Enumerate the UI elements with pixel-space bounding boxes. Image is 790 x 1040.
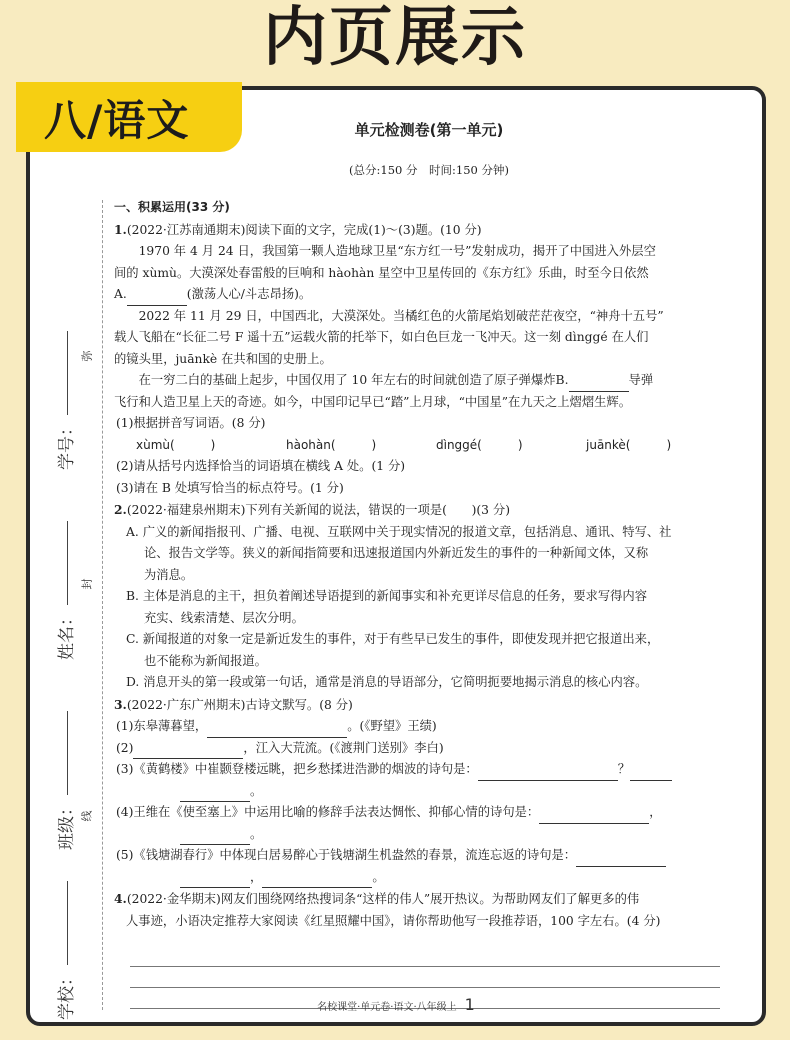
poem-line: (4)王维在《使至塞上》中运用比喻的修辞手法表达惆怅、抑郁心情的诗句是： ，: [114, 802, 744, 824]
footer-text: 名校课堂·单元卷·语文·八年级上: [317, 1002, 457, 1013]
subject-tag-label: 八/语文: [44, 96, 190, 145]
option-c: 也不能称为新闻报道。: [144, 653, 267, 668]
pinyin-item[interactable]: hàohàn( ): [286, 437, 377, 452]
passage-line: 2022 年 11 月 29 日，中国西北，大漠深处。当橘红色的火箭尾焰划破茫茫夜空，“神舟十五号”: [138, 308, 664, 323]
blank-b[interactable]: [569, 377, 629, 392]
passage-line: 载人飞船在“长征二号 F 遥十五”运载火箭的托举下，如白色巨龙一飞冲天。这一刻 dìnggé 在人们: [114, 330, 649, 344]
answer-blank[interactable]: [576, 852, 666, 867]
name-field[interactable]: 姓名：: [52, 521, 77, 660]
banner-title: 内页展示: [263, 1, 527, 75]
banner: [0, 0, 790, 80]
answer-blank[interactable]: [478, 766, 618, 781]
writing-line[interactable]: [130, 946, 720, 967]
pinyin-row: [114, 435, 744, 457]
question-3-stem: 3.(2022·广东广州期末)古诗文默写。(8 分): [114, 696, 353, 712]
option-a: 论、报告文学等。狭义的新闻指简要和迅速报道国内外新近发生的事件的一种新闻文体，又称: [144, 546, 649, 560]
poem-line: (1)东皋薄暮望， 。(《野望》王绩): [114, 716, 744, 738]
poem-line: (3)《黄鹤楼》中崔颢登楼远眺，把乡愁揉进浩渺的烟波的诗句是： ？: [114, 759, 744, 781]
cut-mark-mi: 弥: [80, 350, 94, 362]
subquestion: (3)请在 B 处填写恰当的标点符号。(1 分): [116, 480, 344, 495]
poem-line: 。: [114, 824, 744, 846]
pinyin-item[interactable]: dìnggé( ): [436, 437, 523, 452]
answer-blank[interactable]: [262, 873, 372, 888]
cut-mark-feng: 封: [80, 578, 94, 590]
answer-blank[interactable]: [180, 787, 250, 802]
poem-line: (5)《钱塘湖春行》中体现白居易醉心于钱塘湖生机盎然的春景，流连忘返的诗句是：: [114, 845, 744, 867]
cut-line: [102, 200, 103, 1010]
answer-blank[interactable]: [180, 873, 250, 888]
passage-line: 1970 年 4 月 24 日，我国第一颗人造地球卫星“东方红一号”发射成功，揭开了中国进入外层空: [138, 244, 656, 258]
binding-margin: [30, 90, 112, 1022]
score-time: (总分:150 分 时间:150 分钟): [349, 162, 509, 177]
passage-line: 的镜头里，juānkè 在共和国的史册上。: [114, 351, 332, 366]
subquestion: (1)根据拼音写词语。(8 分): [116, 416, 266, 430]
question-4-stem: 人事迹，小语决定推荐大家阅读《红星照耀中国》，请你帮助他写一段推荐语，100 字左右。(4 分): [126, 913, 661, 928]
blank-a[interactable]: [127, 291, 187, 306]
page-footer: [30, 995, 762, 1014]
page-number: 1: [464, 995, 475, 1014]
answer-blank[interactable]: [133, 744, 243, 759]
paper-content: [114, 116, 744, 1009]
option-a: 为消息。: [144, 567, 194, 582]
option-b: 充实、线索清楚、层次分明。: [144, 610, 304, 625]
pinyin-item[interactable]: juānkè( ): [586, 437, 672, 452]
cut-mark-xian: 线: [80, 810, 94, 822]
student-id-field[interactable]: 学号：: [52, 331, 77, 470]
exam-sheet: [26, 86, 766, 1026]
poem-line: 。: [114, 781, 744, 803]
passage-line: 飞行和人造卫星上天的奇迹。如今，中国印记早已“踏”上月球，“中国星”在九天之上熠熠生辉。: [114, 394, 632, 409]
answer-blank[interactable]: [630, 766, 672, 781]
option-a: A. 广义的新闻指报刊、广播、电视、互联网中关于现实情况的报道文章，包括消息、通讯、特写、社: [126, 524, 672, 539]
passage-line: 在一穷二白的基础上起步，中国仅用了 10 年左右的时间就创造了原子弹爆炸B. 导弹: [114, 370, 744, 392]
option-c: C. 新闻报道的对象一定是新近发生的事件，对于有些早已发生的事件，即使发现并把它报道出来，: [126, 632, 660, 646]
class-field[interactable]: 班级：: [52, 711, 77, 850]
question-2-stem: 2.(2022·福建泉州期末)下列有关新闻的说法，错误的一项是( )(3 分): [114, 502, 510, 517]
answer-blank[interactable]: [180, 830, 250, 845]
section-heading: 一、积累运用(33 分): [114, 200, 230, 214]
option-d: D. 消息开头的第一段或第一句话，通常是消息的导语部分，它简明扼要地揭示消息的核心内容。: [126, 675, 648, 689]
passage-line: 间的 xùmù。大漠深处春雷般的巨响和 hàohàn 星空中卫星传回的《东方红》乐曲，时至今日依然: [114, 265, 649, 280]
question-4-stem: 4.(2022·金华期末)网友们围绕网络热搜词条“这样的伟人”展开热议。为帮助网友们了解更多的伟: [114, 891, 640, 906]
option-b: B. 主体是消息的主干，担负着阐述导语提到的新闻事实和补充更详尽信息的任务，要求写得内容: [126, 589, 648, 603]
poem-line: ， 。: [114, 867, 744, 889]
subquestion: (2)请从括号内选择恰当的词语填在横线 A 处。(1 分): [116, 459, 406, 473]
poem-line: (2) ，江入大荒流。(《渡荆门送别》李白): [114, 738, 744, 760]
subject-tag: [16, 82, 242, 152]
answer-blank[interactable]: [207, 723, 347, 738]
pinyin-item[interactable]: xùmù( ): [136, 437, 216, 452]
school-field[interactable]: 学校：: [52, 881, 77, 1020]
passage-line: A. (激荡人心/斗志昂扬)。: [114, 284, 744, 306]
answer-blank[interactable]: [539, 809, 649, 824]
writing-line[interactable]: [130, 967, 720, 988]
question-1-stem: 1.(2022·江苏南通期末)阅读下面的文字，完成(1)～(3)题。(10 分): [114, 221, 482, 237]
paper-title: 单元检测卷(第一单元): [354, 121, 504, 139]
